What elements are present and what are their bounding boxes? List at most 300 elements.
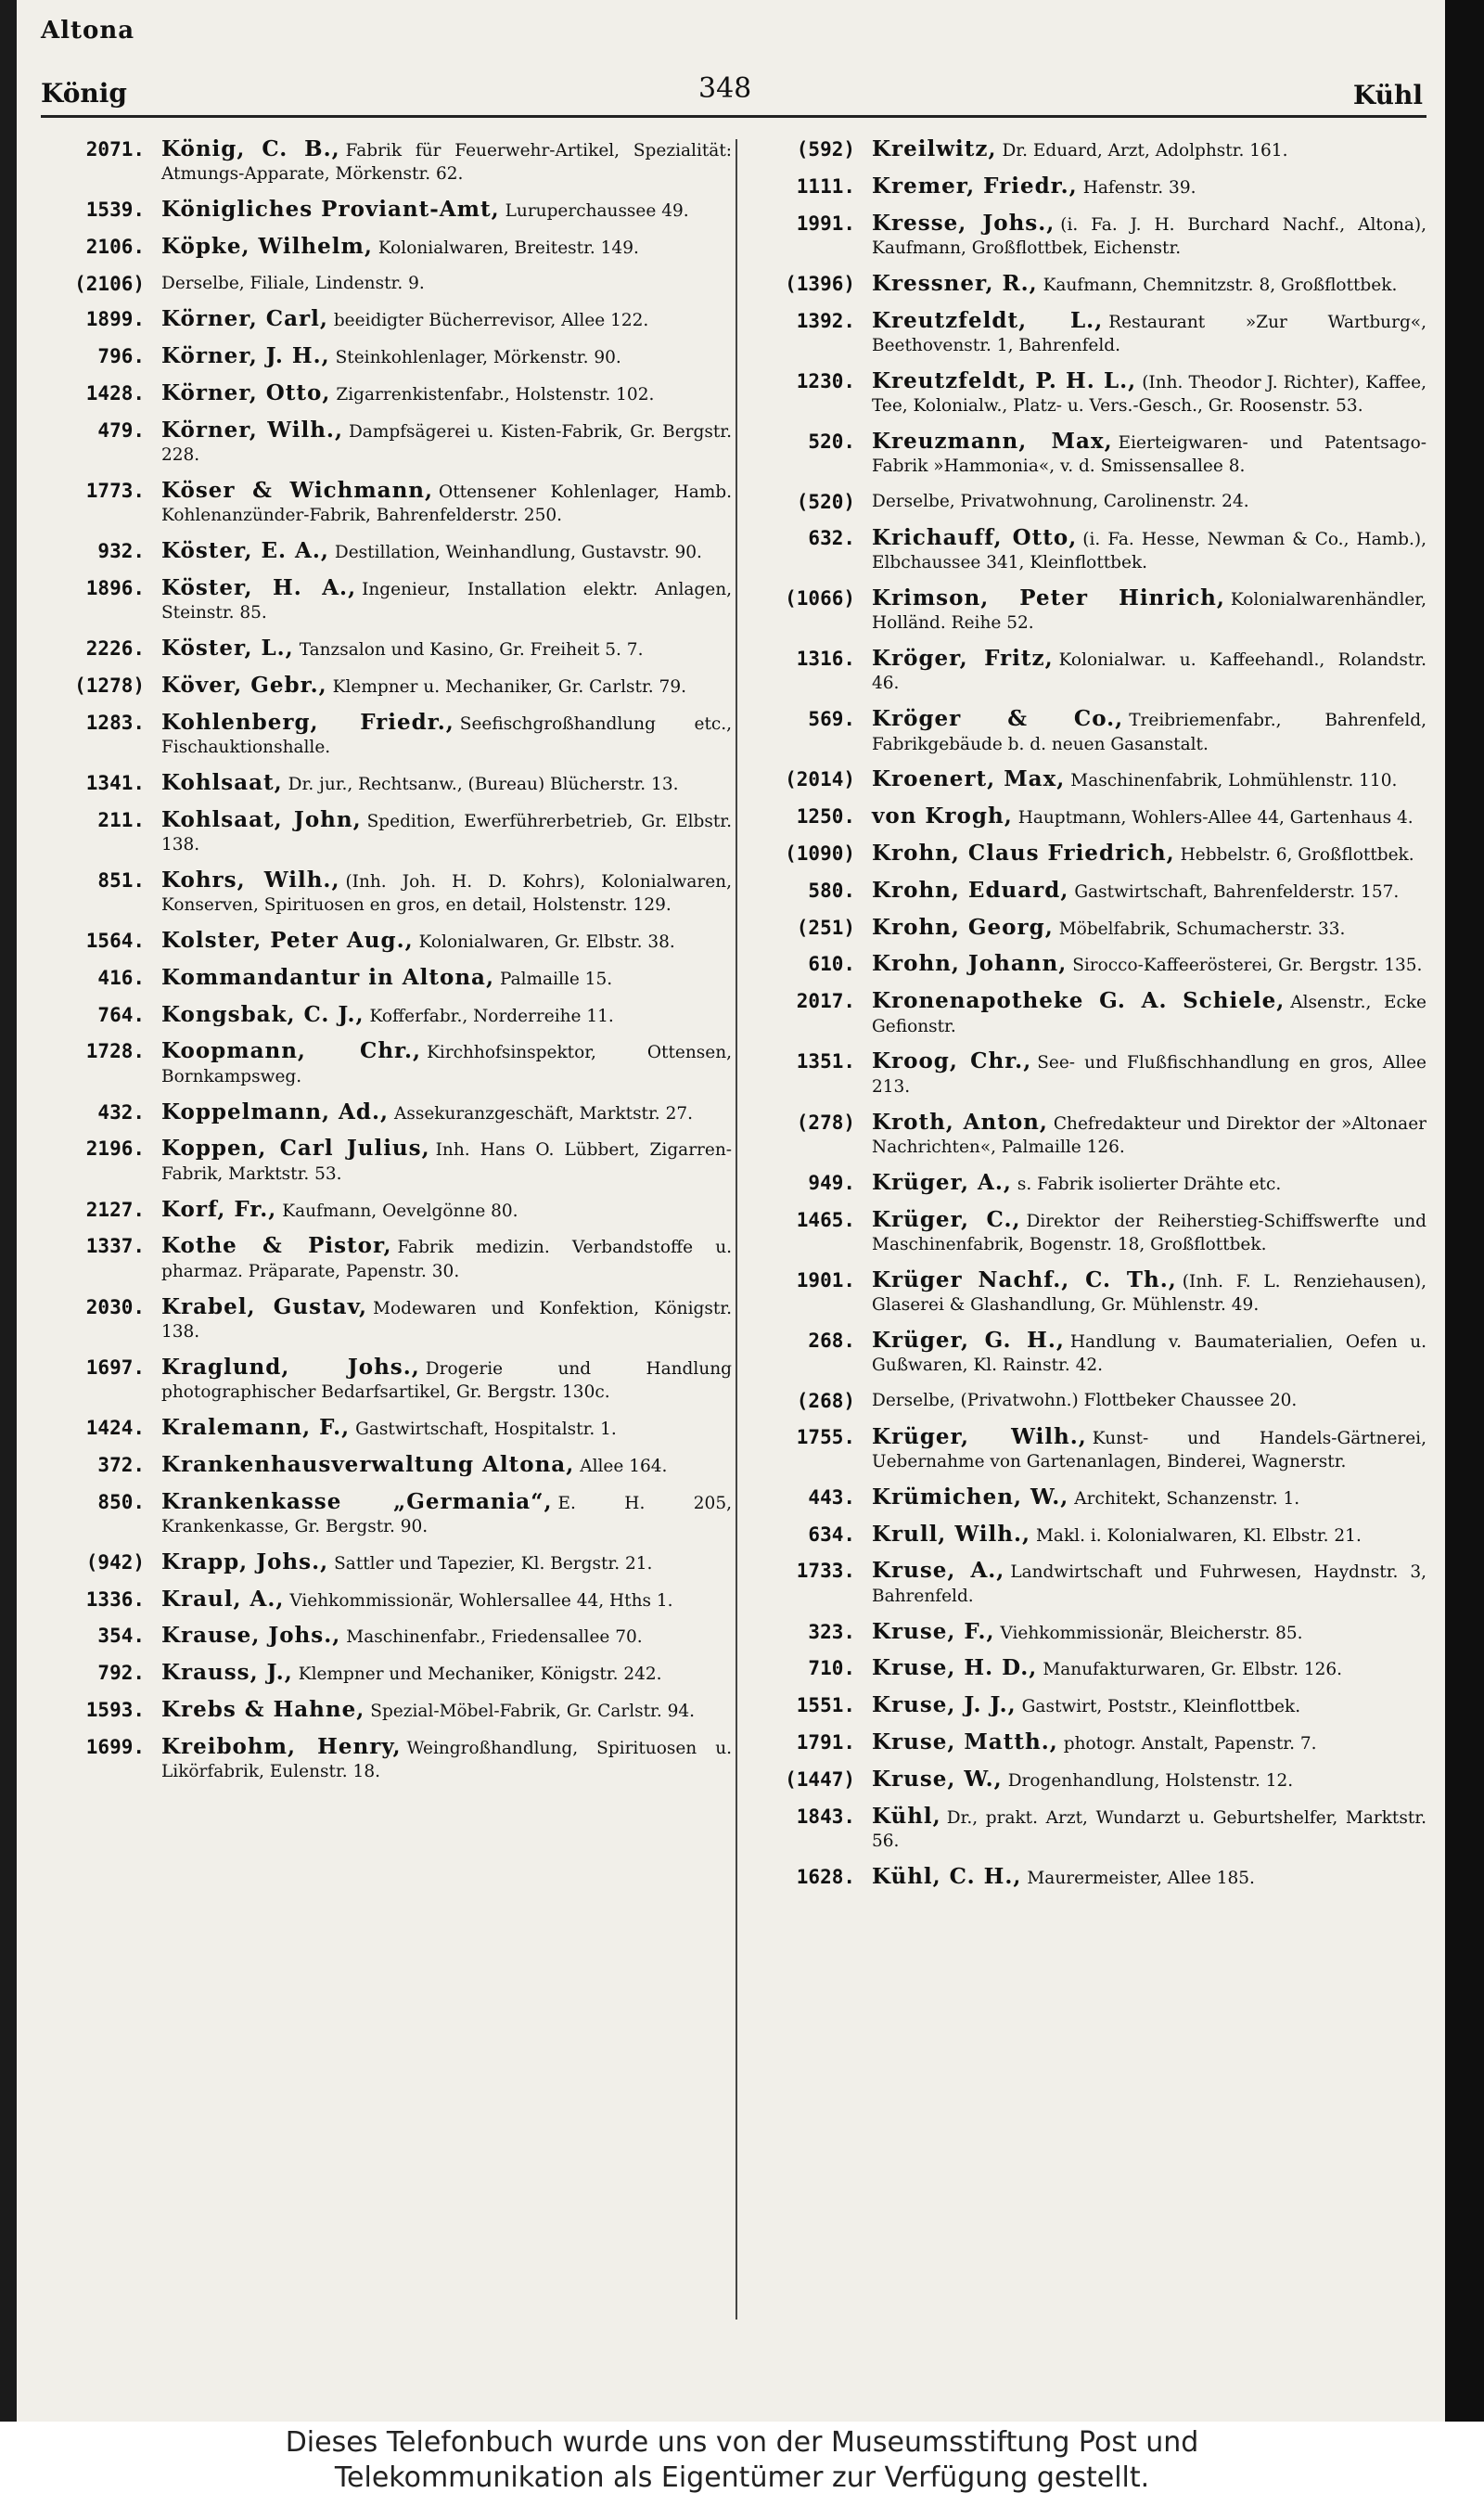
phone-number: 932. (97, 539, 145, 562)
entry-detail: Gastwirt, Poststr., Kleinflottbek. (1021, 1697, 1301, 1717)
entry-detail: Inh. Hans O. Lübbert, Zigarren-Fabrik, Marktstr. 53. (161, 1140, 732, 1184)
directory-entry (751, 1767, 1426, 1793)
entry-detail: Restaurant »Zur Wartburg«, Beethovenstr. 1, Bahrenfeld. (872, 312, 1426, 355)
phone-number: (251) (796, 916, 855, 939)
directory-entry (41, 808, 732, 857)
entry-detail: Dr. jur., Rechtsanw., (Bureau) Blücherstr. 13. (288, 774, 679, 794)
directory-entry (751, 647, 1426, 696)
entry-name: Kohlenberg, Friedr., (161, 709, 454, 735)
directory-entry (751, 1208, 1426, 1257)
directory-entry (41, 307, 732, 332)
phone-number: 1896. (85, 576, 145, 599)
phone-number: 1111. (796, 174, 855, 198)
phone-number: 610. (808, 953, 855, 976)
directory-entry (41, 1453, 732, 1478)
directory-entry (751, 490, 1426, 514)
phone-number: (2014) (785, 768, 855, 791)
directory-entry (41, 636, 732, 662)
entry-name: Kreuzmann, Max, (872, 429, 1113, 454)
phone-number: 1337. (85, 1235, 145, 1258)
entry-text (161, 1550, 732, 1575)
directory-entry (751, 586, 1426, 636)
entry-detail: (i. Fa. Hesse, Newman & Co., Hamb.), Elbchaussee 341, Kleinflottbek. (872, 529, 1426, 572)
entry-text (161, 344, 732, 369)
entry-text (161, 1295, 732, 1344)
entry-text (872, 1523, 1426, 1548)
entry-detail: Sirocco-Kaffeerösterei, Gr. Bergstr. 135. (1072, 956, 1423, 976)
entry-text (161, 272, 732, 295)
entry-name: Kresse, Johs., (872, 210, 1055, 236)
entry-detail: Eierteigwaren- und Patentsago-Fabrik »Hammonia«, v. d. Smissensallee 8. (872, 433, 1426, 477)
entry-name: Kressner, R., (872, 270, 1038, 296)
entry-text (161, 771, 732, 796)
entry-name: Kohlsaat, John, (161, 806, 362, 832)
entry-text (872, 707, 1426, 756)
entry-name: Kruse, F., (872, 1618, 995, 1644)
entry-detail: Landwirtschaft und Fuhrwesen, Haydnstr. 3, Bahrenfeld. (872, 1562, 1426, 1606)
directory-entry (751, 1425, 1426, 1474)
phone-number: 851. (97, 868, 145, 892)
right-keyword: Kühl (1352, 80, 1423, 110)
phone-number: 2226. (85, 636, 145, 660)
entry-detail: Direktor der Reiherstieg-Schiffswerfte und Maschinenfabrik, Bogenstr. 18, Großflottbek. (872, 1211, 1426, 1254)
entry-detail: Kofferfabr., Norderreihe 11. (369, 1006, 614, 1026)
entry-detail: Kolonialwar. u. Kaffeehandl., Rolandstr. 46. (872, 650, 1426, 694)
entry-detail: Maschinenfabr., Friedensallee 70. (346, 1627, 643, 1648)
left-keyword: König (41, 78, 127, 109)
entry-text (161, 418, 732, 468)
directory-entry (751, 272, 1426, 297)
entry-text (872, 174, 1426, 199)
entry-text (872, 272, 1426, 297)
directory-entry (41, 1100, 732, 1125)
directory-entry (41, 1490, 732, 1539)
entry-name: Krankenkasse „Germania“, (161, 1488, 553, 1514)
entry-detail: photogr. Anstalt, Papenstr. 7. (1063, 1733, 1317, 1754)
entry-text (161, 137, 732, 186)
entry-name: Körner, Wilh., (161, 417, 343, 443)
phone-number: 416. (97, 966, 145, 989)
entry-detail: Maschinenfabrik, Lohmühlenstr. 110. (1070, 771, 1398, 791)
entry-detail: Kolonialwaren, Gr. Elbstr. 38. (418, 932, 675, 952)
directory-entry (751, 309, 1426, 358)
entry-name: Kroenert, Max, (872, 766, 1066, 792)
entry-name: Krohn, Claus Friedrich, (872, 841, 1175, 866)
entry-detail: Klempner und Mechaniker, Königstr. 242. (298, 1664, 662, 1685)
entry-name: Kremer, Friedr., (872, 173, 1078, 199)
entry-text (161, 1490, 732, 1539)
phone-number: 1899. (85, 308, 145, 331)
entry-text (872, 526, 1426, 575)
directory-entry (751, 1865, 1426, 1890)
entry-name: Köster, L., (161, 635, 294, 661)
entry-name: Krüger, A., (872, 1169, 1012, 1195)
entry-text (161, 576, 732, 625)
phone-number: 479. (97, 418, 145, 442)
entry-detail: Zigarrenkistenfabr., Holstenstr. 102. (336, 384, 655, 405)
directory-entry (41, 966, 732, 991)
entry-text (872, 1049, 1426, 1099)
entry-detail: Destillation, Weinhandlung, Gustavstr. 90. (334, 542, 702, 562)
phone-number: (520) (796, 491, 855, 514)
directory-entry (751, 1559, 1426, 1608)
entry-text (161, 808, 732, 857)
directory-entry (751, 174, 1426, 199)
entry-text (161, 1137, 732, 1186)
entry-name: Krull, Wilh., (872, 1521, 1030, 1547)
directory-entry (41, 1416, 732, 1441)
entry-text (161, 381, 732, 406)
entry-name: Kreutzfeldt, P. H. L., (872, 367, 1137, 393)
phone-number: (1066) (785, 586, 855, 610)
phone-number: 796. (97, 344, 145, 367)
phone-number: (1090) (785, 842, 855, 865)
entry-detail: (Inh. Theodor J. Richter), Kaffee, Tee, Kolonialw., Platz- u. Vers.-Gesch., Gr. Roosenstr. 53. (872, 372, 1426, 417)
entry-name: Kommandantur in Altona, (161, 964, 494, 990)
entry-detail: Hebbelstr. 6, Großflottbek. (1180, 845, 1414, 865)
entry-text (161, 711, 732, 760)
phone-number: 1593. (85, 1698, 145, 1721)
entry-detail: Fabrik medizin. Verbandstoffe u. pharmaz. Präparate, Papenstr. 30. (161, 1238, 733, 1281)
entry-name: Krüger, G. H., (872, 1328, 1065, 1353)
entry-text (872, 1559, 1426, 1608)
entry-name: Körner, Carl, (161, 306, 328, 332)
phone-number: 949. (808, 1171, 855, 1194)
entry-name: Kruse, W., (872, 1766, 1003, 1792)
directory-entry (41, 1550, 732, 1575)
entry-detail: Ingenieur, Installation elektr. Anlagen, Steinstr. 85. (161, 579, 732, 623)
entry-detail: Ottensener Kohlenlager, Hamb. Kohlenanzünder-Fabrik, Bahrenfelderstr. 250. (161, 482, 732, 526)
entry-text (161, 1698, 732, 1723)
entry-detail: (Inh. Joh. H. D. Kohrs), Kolonialwaren, Konserven, Spirituosen en gros, en detail, Holstenstr. 129. (161, 871, 732, 916)
entry-name: Kohlsaat, (161, 769, 283, 795)
right-column (751, 137, 1426, 1902)
footer-line-2: Telekommunikation als Eigentümer zur Verfügung gestellt. (334, 2461, 1150, 2494)
entry-text (872, 1805, 1426, 1854)
directory-entry (751, 1389, 1426, 1413)
entry-detail: E. H. 205, Krankenkasse, Gr. Bergstr. 90. (161, 1493, 732, 1536)
entry-name: Kraglund, Johs., (161, 1354, 420, 1380)
entry-detail: Derselbe, Privatwohnung, Carolinenstr. 24. (872, 492, 1249, 512)
entry-text (161, 1003, 732, 1028)
entry-text (872, 1485, 1426, 1510)
entry-name: Köver, Gebr., (161, 672, 327, 698)
entry-detail: beeidigter Bücherrevisor, Allee 122. (333, 311, 649, 331)
entry-text (872, 1389, 1426, 1412)
directory-entry (751, 1730, 1426, 1755)
entry-name: Köster, H. A., (161, 574, 357, 600)
entry-detail: Modewaren und Konfektion, Königstr. 138. (161, 1298, 732, 1342)
entry-detail: Maurermeister, Allee 185. (1027, 1868, 1255, 1888)
entry-text (872, 1767, 1426, 1793)
directory-entry (751, 1268, 1426, 1317)
entry-text (872, 586, 1426, 636)
phone-number: 710. (808, 1657, 855, 1680)
entry-name: Kralemann, F., (161, 1414, 351, 1440)
directory-entry (751, 767, 1426, 792)
directory-entry (41, 868, 732, 918)
entry-name: Koppelmann, Ad., (161, 1099, 390, 1124)
phone-number: 792. (97, 1662, 145, 1685)
phone-number: 2071. (85, 138, 145, 161)
entry-detail: Allee 164. (580, 1456, 668, 1476)
directory-entry (41, 1039, 732, 1088)
directory-entry (751, 1693, 1426, 1718)
phone-number: 1283. (85, 711, 145, 734)
entry-text (872, 952, 1426, 977)
directory-entry (41, 1661, 732, 1686)
entry-name: Körner, Otto, (161, 379, 331, 405)
phone-number: 1843. (796, 1805, 855, 1828)
phone-number: 1791. (796, 1730, 855, 1754)
scan-edge (1445, 0, 1484, 2422)
phone-number: (1396) (785, 272, 855, 295)
directory-entry (41, 235, 732, 260)
directory-entry (751, 1171, 1426, 1196)
entry-detail: Dr., prakt. Arzt, Wundarzt u. Geburtshelfer, Marktstr. 56. (872, 1807, 1426, 1851)
entry-name: König, C. B., (161, 136, 340, 161)
directory-entry (41, 711, 732, 760)
directory-entry (41, 539, 732, 564)
entry-detail: Drogenhandlung, Holstenstr. 12. (1007, 1770, 1294, 1791)
entry-text (161, 307, 732, 332)
directory-entry (41, 272, 732, 296)
entry-name: Kreilwitz, (872, 136, 997, 161)
entry-text (872, 309, 1426, 358)
phone-number: 850. (97, 1490, 145, 1513)
phone-number: 1728. (85, 1040, 145, 1063)
phone-number: (592) (796, 138, 855, 161)
entry-text (872, 430, 1426, 479)
phone-number: 1564. (85, 929, 145, 952)
directory-entry (41, 1356, 732, 1405)
directory-entry (41, 1003, 732, 1028)
entry-text (872, 767, 1426, 792)
entry-detail: (i. Fa. J. H. Burchard Nachf., Altona), Kaufmann, Großflottbek, Eichenstr. (872, 214, 1426, 258)
entry-text (872, 212, 1426, 261)
entry-text (161, 1416, 732, 1441)
entry-text (161, 198, 732, 223)
phone-number: (1447) (785, 1767, 855, 1791)
directory-entry (751, 1523, 1426, 1548)
directory-entry (751, 842, 1426, 867)
phone-number: 1755. (796, 1425, 855, 1448)
entry-text (161, 235, 732, 260)
entry-detail: Viehkommissionär, Bleicherstr. 85. (1000, 1623, 1303, 1643)
directory-entry (41, 1295, 732, 1344)
entry-name: Kruse, H. D., (872, 1655, 1038, 1681)
entry-detail: Makl. i. Kolonialwaren, Kl. Elbstr. 21. (1035, 1525, 1362, 1546)
entry-detail: Hafenstr. 39. (1082, 177, 1196, 198)
phone-number: 443. (808, 1485, 855, 1509)
entry-text (161, 868, 732, 918)
directory-entry (41, 418, 732, 468)
entry-detail: See- und Flußfischhandlung en gros, Allee 213. (872, 1053, 1426, 1097)
phone-number: 520. (808, 431, 855, 453)
phone-number: 1901. (796, 1268, 855, 1292)
directory-entry (751, 1329, 1426, 1378)
entry-detail: Kunst- und Handels-Gärtnerei, Uebernahme von Gartenanlagen, Binderei, Wagnerstr. (872, 1428, 1426, 1471)
entry-text (161, 674, 732, 699)
directory-entry (41, 771, 732, 796)
phone-number: 1351. (796, 1050, 855, 1073)
entry-text (161, 1453, 732, 1478)
entry-text (872, 842, 1426, 867)
phone-number: (2106) (74, 272, 145, 295)
entry-text (872, 490, 1426, 513)
entry-name: Köpke, Wilhelm, (161, 234, 373, 259)
phone-number: 2106. (85, 236, 145, 258)
phone-number: 1465. (796, 1208, 855, 1231)
directory-entry (41, 1198, 732, 1223)
phone-number: 1628. (796, 1865, 855, 1888)
phone-number: (942) (85, 1550, 145, 1574)
phone-number: 372. (97, 1453, 145, 1476)
phone-number: 764. (97, 1003, 145, 1026)
entry-name: Krichauff, Otto, (872, 524, 1078, 550)
entry-name: Köster, E. A., (161, 537, 329, 563)
directory-entry (41, 1234, 732, 1283)
city-heading: Altona (41, 17, 135, 45)
phone-number: 1773. (85, 479, 145, 502)
entry-name: Körner, J. H., (161, 342, 330, 368)
entry-detail: Dr. Eduard, Arzt, Adolphstr. 161. (1002, 141, 1288, 161)
phone-number: 432. (97, 1100, 145, 1124)
header-rule (41, 115, 1426, 118)
entry-detail: Sattler und Tapezier, Kl. Bergstr. 21. (334, 1553, 653, 1574)
entry-name: Köser & Wichmann, (161, 477, 434, 503)
directory-entry (751, 804, 1426, 829)
entry-detail: Derselbe, Filiale, Lindenstr. 9. (161, 273, 425, 293)
entry-detail: Kolonialwaren, Breitestr. 149. (377, 238, 639, 258)
entry-text (872, 1329, 1426, 1378)
directory-entry (41, 929, 732, 954)
entry-name: Kühl, (872, 1803, 941, 1829)
entry-name: Krüger Nachf., C. Th., (872, 1266, 1177, 1292)
phone-number: 2017. (796, 990, 855, 1013)
phone-number: 268. (808, 1330, 855, 1352)
entry-detail: Alsenstr., Ecke Gefionstr. (872, 993, 1426, 1036)
entry-name: Koopmann, Chr., (161, 1038, 422, 1064)
phone-number: 2030. (85, 1295, 145, 1318)
phone-number: 1424. (85, 1416, 145, 1439)
entry-text (872, 1111, 1426, 1160)
entry-detail: Tanzsalon und Kasino, Gr. Freiheit 5. 7. (299, 639, 644, 660)
entry-name: Kreibohm, Henry, (161, 1733, 402, 1759)
entry-name: Kruse, J. J., (872, 1692, 1017, 1718)
directory-entry (751, 1805, 1426, 1854)
entry-text (161, 1100, 732, 1125)
directory-entry (751, 430, 1426, 479)
column-divider (736, 139, 737, 2320)
phone-number: 1699. (85, 1735, 145, 1758)
entry-name: Korf, Fr., (161, 1196, 277, 1222)
phone-number: 1316. (796, 648, 855, 670)
entry-name: Kolster, Peter Aug., (161, 927, 414, 953)
entry-detail: Kaufmann, Chemnitzstr. 8, Großflottbek. (1043, 275, 1398, 295)
entry-text (872, 369, 1426, 418)
entry-detail: Spedition, Ewerführerbetrieb, Gr. Elbstr. 138. (161, 811, 733, 855)
directory-entry (41, 674, 732, 699)
entry-text (872, 1171, 1426, 1196)
phone-number: 1733. (796, 1560, 855, 1583)
phone-number: 2196. (85, 1137, 145, 1161)
entry-name: Krüger, C., (872, 1206, 1021, 1232)
entry-text (872, 1620, 1426, 1645)
entry-name: Koppen, Carl Julius, (161, 1136, 430, 1162)
directory-entry (41, 344, 732, 369)
entry-text (872, 804, 1426, 829)
entry-name: Krauss, J., (161, 1660, 293, 1686)
entry-detail: s. Fabrik isolierter Drähte etc. (1017, 1174, 1282, 1194)
directory-entry (41, 576, 732, 625)
phone-number: 569. (808, 708, 855, 731)
directory-entry (41, 1624, 732, 1649)
entry-detail: Gastwirtschaft, Bahrenfelderstr. 157. (1074, 881, 1400, 902)
phone-number: 1250. (796, 805, 855, 829)
directory-page (17, 0, 1445, 2422)
entry-text (872, 1730, 1426, 1755)
entry-text (161, 1735, 732, 1784)
entry-detail: Architekt, Schanzenstr. 1. (1074, 1488, 1300, 1509)
entry-text (161, 966, 732, 991)
entry-detail: Kirchhofsinspektor, Ottensen, Bornkampsweg. (161, 1043, 733, 1086)
phone-number: 1551. (796, 1694, 855, 1717)
directory-entry (751, 1049, 1426, 1099)
entry-name: Krohn, Georg, (872, 914, 1054, 940)
entry-name: Kühl, C. H., (872, 1863, 1022, 1889)
entry-name: Kröger, Fritz, (872, 646, 1054, 671)
entry-detail: Treibriemenfabr., Bahrenfeld, Fabrikgebäude b. d. neuen Gasanstalt. (872, 711, 1426, 754)
entry-name: Kreutzfeldt, L., (872, 307, 1104, 333)
entry-name: Kohrs, Wilh., (161, 867, 340, 893)
entry-name: Krause, Johs., (161, 1623, 341, 1649)
entry-text (872, 137, 1426, 162)
entry-name: Krohn, Eduard, (872, 877, 1069, 903)
entry-text (872, 1656, 1426, 1681)
left-column (41, 137, 732, 1795)
footer-line-1: Dieses Telefonbuch wurde uns von der Museumsstiftung Post und (285, 2426, 1199, 2459)
entry-name: Krümichen, W., (872, 1484, 1069, 1510)
entry-detail: Drogerie und Handlung photographischer Bedarfsartikel, Gr. Bergstr. 130c. (161, 1358, 732, 1403)
directory-entry (751, 879, 1426, 904)
phone-number: 1428. (85, 381, 145, 405)
entry-text (161, 1624, 732, 1649)
phone-number: 211. (97, 808, 145, 831)
phone-number: 1991. (796, 212, 855, 235)
entry-name: Kongsbak, C. J., (161, 1001, 365, 1027)
phone-number: 632. (808, 526, 855, 549)
entry-text (872, 1865, 1426, 1890)
entry-name: Krebs & Hahne, (161, 1696, 365, 1722)
entry-text (161, 1039, 732, 1088)
directory-entry (751, 526, 1426, 575)
entry-name: Kruse, Matth., (872, 1728, 1058, 1754)
entry-detail: Seefischgroßhandlung etc., Fischauktionshalle. (161, 713, 732, 757)
entry-detail: Hauptmann, Wohlers-Allee 44, Gartenhaus 4. (1017, 808, 1414, 829)
entry-detail: Manufakturwaren, Gr. Elbstr. 126. (1043, 1660, 1343, 1680)
entry-detail: Klempner u. Mechaniker, Gr. Carlstr. 79. (332, 676, 686, 697)
entry-text (872, 1208, 1426, 1257)
phone-number: 1341. (85, 771, 145, 794)
directory-entry (41, 1587, 732, 1613)
phone-number: (1278) (74, 674, 145, 697)
entry-name: Kothe & Pistor, (161, 1233, 392, 1259)
entry-detail: Viehkommissionär, Wohlersallee 44, Hths 1. (289, 1590, 673, 1611)
entry-detail: Chefredakteur und Direktor der »Altonaer Nachrichten«, Palmaille 126. (872, 1113, 1426, 1157)
entry-detail: Luruperchaussee 49. (505, 201, 689, 222)
entry-text (161, 1234, 732, 1283)
